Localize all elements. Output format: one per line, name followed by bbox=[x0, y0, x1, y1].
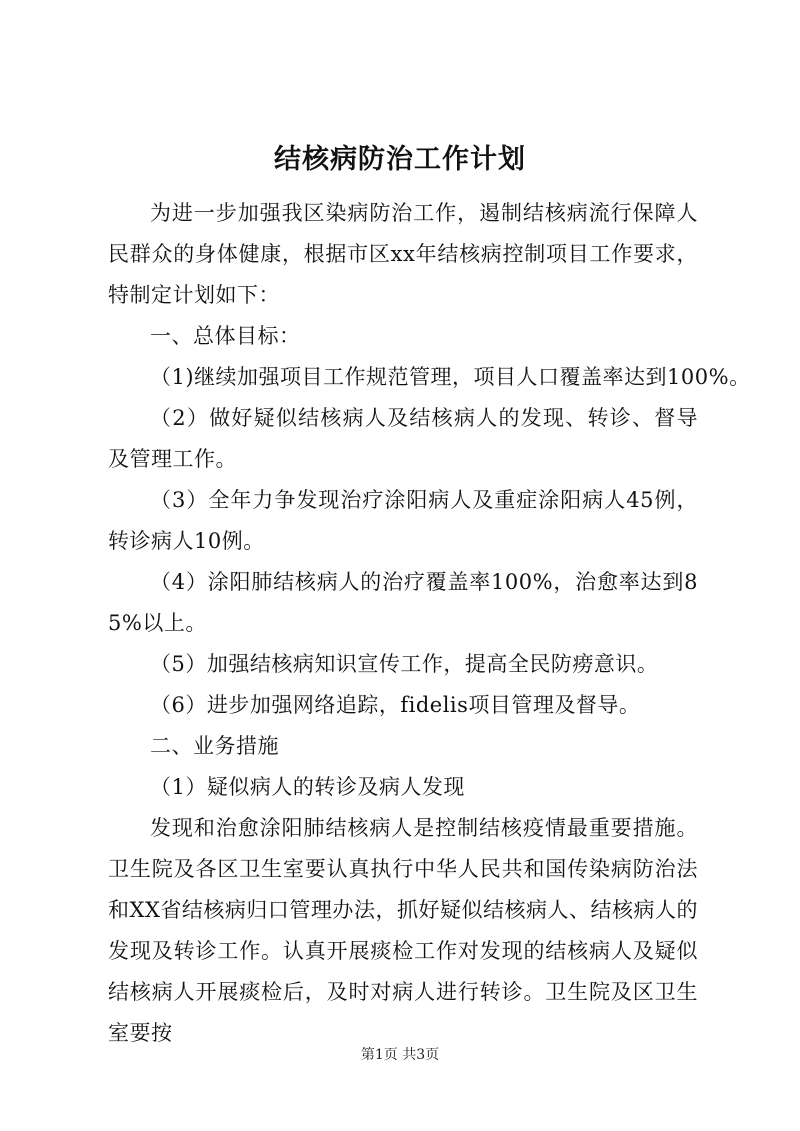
measure-paragraph-1: 发现和治愈涂阳肺结核病人是控制结核疫情最重要措施。卫生院及各区卫生室要认真执行中华人民共和国传染病防治法和XX省结核病归口管理办法，抓好疑似结核病人、结核病人的发现及转诊工作。认真开展痰检工作对发现的结核病人及疑似结核病人开展痰检后，及时对病人进行转诊。卫生院及区卫生室要按 bbox=[108, 816, 698, 1045]
document-title: 结核病防治工作计划 bbox=[274, 144, 526, 175]
goal-item-6: （6）进步加强网络追踪，fidelis项目管理及督导。 bbox=[150, 693, 641, 717]
section-heading-measures: 二、业务措施 bbox=[150, 734, 279, 758]
page-footer: 第1页 共3页 bbox=[360, 1047, 440, 1063]
intro-paragraph: 为进一步加强我区染病防治工作，遏制结核病流行保障人民群众的身体健康，根据市区xx年结核病控制项目工作要求，特制定计划如下： bbox=[108, 201, 698, 307]
goal-item-3: （3）全年力争发现治疗涂阳病人及重症涂阳病人45例，转诊病人10例。 bbox=[108, 488, 698, 553]
goal-item-4: （4）涂阳肺结核病人的治疗覆盖率100%，治愈率达到85%以上。 bbox=[108, 570, 698, 635]
goal-item-5: （5）加强结核病知识宣传工作，提高全民防痨意识。 bbox=[150, 652, 659, 676]
goal-item-1: （1)继续加强项目工作规范管理，项目人口覆盖率达到100%。 bbox=[150, 365, 751, 389]
document-body bbox=[108, 193, 751, 1054]
measure-subheading-1: （1）疑似病人的转诊及病人发现 bbox=[150, 775, 465, 799]
section-heading-goals: 一、总体目标： bbox=[150, 324, 301, 348]
goal-item-2: （2）做好疑似结核病人及结核病人的发现、转诊、督导及管理工作。 bbox=[108, 406, 698, 471]
